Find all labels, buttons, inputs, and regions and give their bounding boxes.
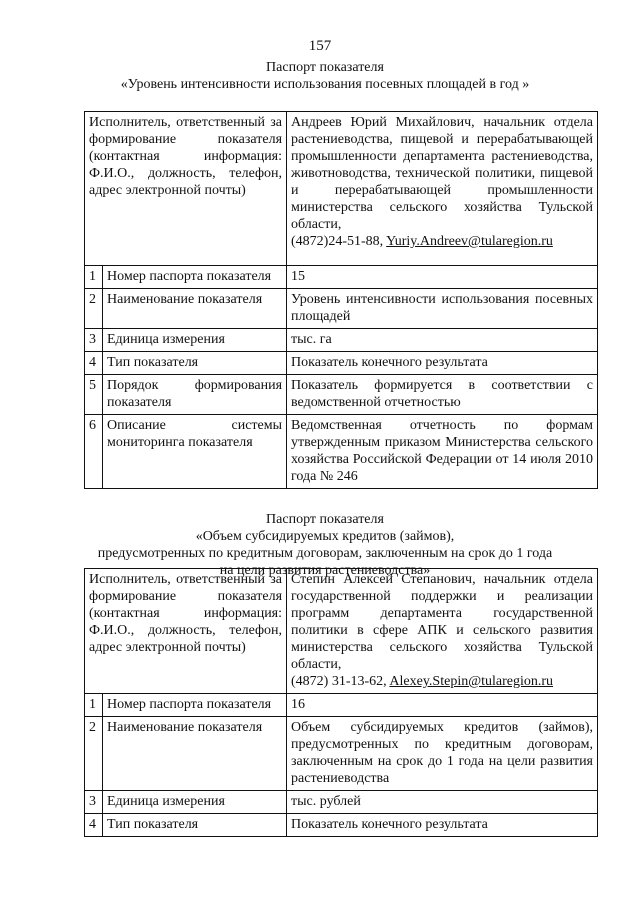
passport-title-line: «Объем субсидируемых кредитов (займов),: [195, 529, 455, 544]
row-label: Номер паспорта показателя: [103, 266, 287, 289]
row-number: 6: [85, 415, 103, 489]
row-value: тыс. га: [287, 329, 598, 352]
table-row: [85, 814, 598, 837]
passport-title-line: Паспорт показателя: [266, 60, 384, 75]
row-label: Наименование показателя: [103, 717, 287, 791]
row-value: 16: [287, 694, 598, 717]
row-value: Показатель формируется в соответствии с ведомственной отчетностью: [287, 375, 598, 415]
table-row: [85, 694, 598, 717]
row-number: 3: [85, 791, 103, 814]
row-label: Номер паспорта показателя: [103, 694, 287, 717]
row-label: Единица измерения: [103, 329, 287, 352]
executor-value: Степин Алексей Степанович, начальник отдела государственной поддержки и реализации программ департамента государственной политики в сфере АПК и сельского развития министерства сельского хозяйства Тульской области, (4872) 31-13-62, Alexey.Stepin@tularegion.ru: [287, 569, 598, 694]
table-row: [85, 415, 598, 489]
row-number: 1: [85, 266, 103, 289]
executor-email-link[interactable]: Yuriy.Andreev@tularegion.ru: [386, 234, 553, 249]
passport-1-title: [40, 59, 610, 93]
row-value: Показатель конечного результата: [287, 352, 598, 375]
executor-phone: (4872) 31-13-62,: [291, 674, 387, 689]
table-row: [85, 375, 598, 415]
row-number: 3: [85, 329, 103, 352]
passport-title-line: на цели развития растениеводства»: [219, 563, 431, 578]
row-value: тыс. рублей: [287, 791, 598, 814]
row-value: Показатель конечного результата: [287, 814, 598, 837]
row-number: 4: [85, 352, 103, 375]
row-number: 1: [85, 694, 103, 717]
table-row: [85, 717, 598, 791]
row-value: Ведомственная отчетность по формам утвержденным приказом Министерства сельского хозяйства Российской Федерации от 14 июля 2010 года № 246: [287, 415, 598, 489]
page-number: 157: [308, 38, 332, 54]
passport-2-table: [84, 568, 598, 837]
row-label: Наименование показателя: [103, 289, 287, 329]
executor-label: Исполнитель, ответственный за формирование показателя (контактная информация: Ф.И.О., должность, телефон, адрес электронной почты): [85, 112, 287, 266]
table-row: [85, 266, 598, 289]
executor-label: Исполнитель, ответственный за формирование показателя (контактная информация: Ф.И.О., должность, телефон, адрес электронной почты): [85, 569, 287, 694]
row-label: Единица измерения: [103, 791, 287, 814]
executor-row: [85, 112, 598, 266]
passport-title-line: предусмотренных по кредитным договорам, заключенным на срок до 1 года: [97, 546, 553, 561]
table-row: [85, 791, 598, 814]
row-value: Объем субсидируемых кредитов (займов), предусмотренных по кредитным договорам, заключенным на срок до 1 года на цели развития растениеводства: [287, 717, 598, 791]
row-label: Тип показателя: [103, 814, 287, 837]
row-value: 15: [287, 266, 598, 289]
row-value: Уровень интенсивности использования посевных площадей: [287, 289, 598, 329]
table-row: [85, 352, 598, 375]
table-row: [85, 289, 598, 329]
row-number: 4: [85, 814, 103, 837]
row-label: Тип показателя: [103, 352, 287, 375]
executor-email-link[interactable]: Alexey.Stepin@tularegion.ru: [389, 674, 554, 689]
row-number: 2: [85, 717, 103, 791]
row-number: 5: [85, 375, 103, 415]
row-number: 2: [85, 289, 103, 329]
executor-value: Андреев Юрий Михайлович, начальник отдела растениеводства, пищевой и перерабатывающей промышленности департамента растениеводства, животноводства, технической политики, пищевой и перерабатывающей промышленности министерства сельского хозяйства Тульской области, (4872)24-51-88, Yuriy.Andreev@tularegion.ru: [287, 112, 598, 266]
table-row: [85, 329, 598, 352]
executor-phone: (4872)24-51-88,: [291, 234, 384, 249]
executor-row: [85, 569, 598, 694]
row-label: Описание системы мониторинга показателя: [103, 415, 287, 489]
passport-title-line: Паспорт показателя: [266, 512, 384, 527]
passport-title-line: «Уровень интенсивности использования посевных площадей в год »: [120, 77, 530, 92]
passport-1-table: [84, 111, 598, 489]
row-label: Порядок формирования показателя: [103, 375, 287, 415]
